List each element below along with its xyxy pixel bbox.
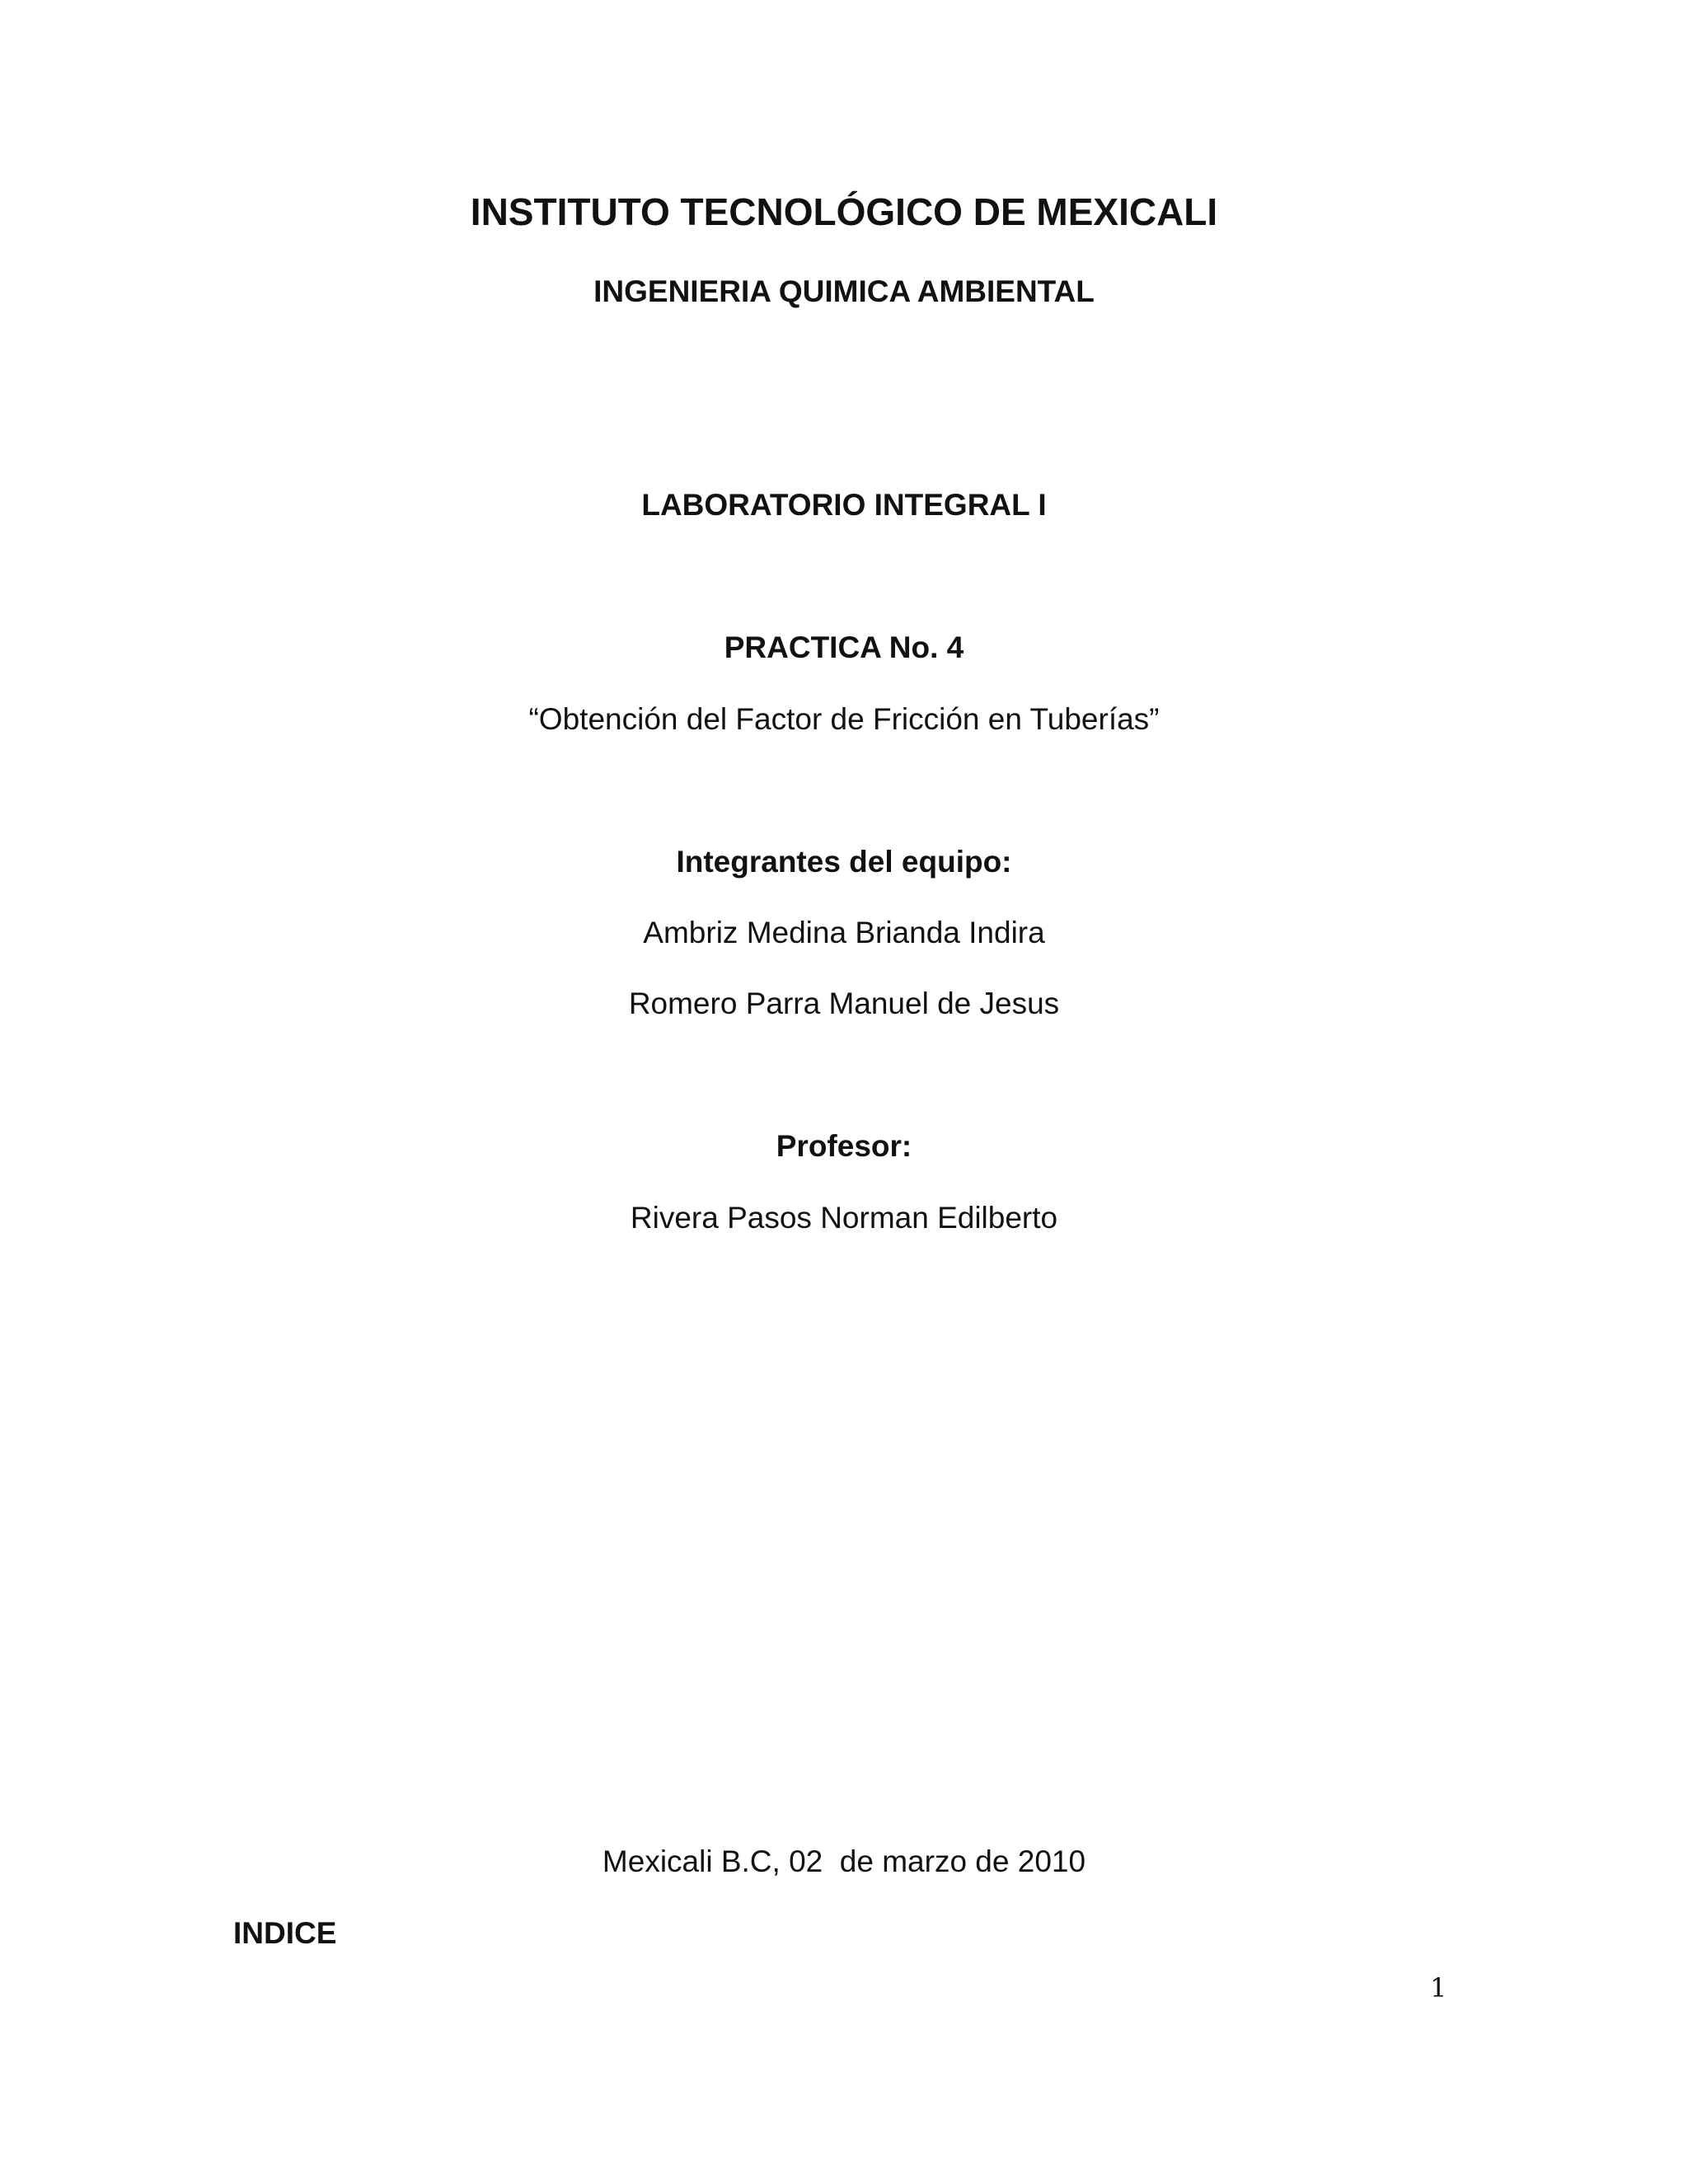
team-label: Integrantes del equipo: [676,845,1012,879]
program-title: INGENIERIA QUIMICA AMBIENTAL [593,274,1095,308]
practice-topic: “Obtención del Factor de Fricción en Tuberías” [528,702,1160,736]
practice-number: PRACTICA No. 4 [724,630,964,664]
place-date: Mexicali B.C, 02 de marzo de 2010 [602,1844,1086,1878]
institute-title: INSTITUTO TECNOLÓGICO DE MEXICALI [470,190,1218,233]
page-number: 1 [1430,1972,1447,2004]
course-title: LABORATORIO INTEGRAL I [641,488,1047,522]
team-member: Romero Parra Manuel de Jesus [628,987,1060,1020]
professor-label: Profesor: [776,1129,912,1163]
team-member: Ambriz Medina Brianda Indira [643,916,1045,949]
index-heading: INDICE [233,1916,337,1950]
professor-name: Rivera Pasos Norman Edilberto [630,1201,1058,1235]
